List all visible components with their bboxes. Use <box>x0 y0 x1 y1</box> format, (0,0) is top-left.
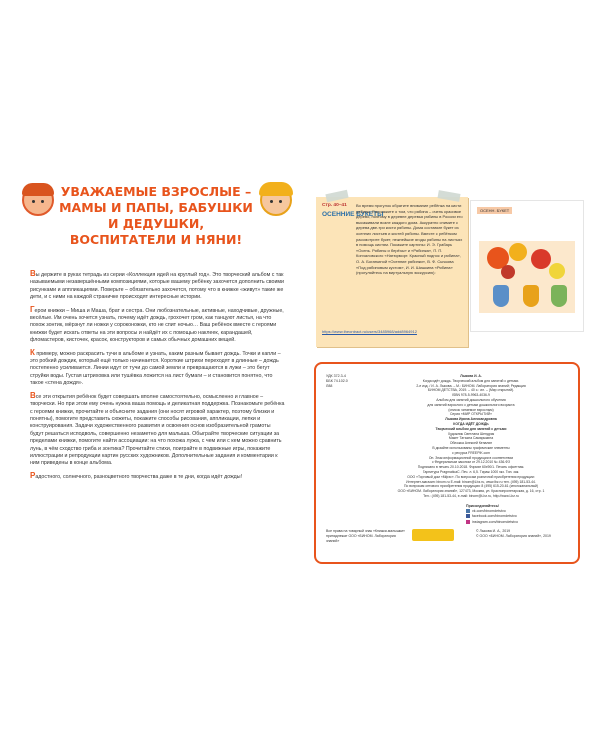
drop-cap: В <box>30 269 36 278</box>
copyright <box>476 529 576 539</box>
boy-icon <box>22 184 54 216</box>
card-title: ОСЕННИЕ БУКЕТЫ <box>322 211 384 218</box>
paragraph <box>30 306 285 345</box>
imprint-line: Лыкова И. А. <box>460 374 482 378</box>
code: ББК 74.102.0 <box>326 379 348 383</box>
code: УДК 372.3-4 <box>326 374 346 378</box>
drop-cap: В <box>30 390 36 400</box>
tape-icon <box>437 190 460 202</box>
imprint-line: БИНОМ ДЕТСТВА, 2019. – 40 с.: ил. – (Мир открытий). <box>427 388 515 393</box>
tape-icon <box>325 190 348 202</box>
page-thumbnail <box>470 200 584 332</box>
imprint-box <box>314 362 580 564</box>
imprint-line: Художник Светлана Шендрик <box>447 431 495 436</box>
paragraph-text: ы держите в руках тетрадь из серии «Коллекция идей на круглый год». Это творческий альбом с так называемыми незавершёнными композициями, которые вашему ребёнку захочется дополнить своими рисунками и аппликациями. Поверьте – обязательно захочется, потому что в книжке «живут» такие же дети, и с ними на каждой страничке происходят интересные истории. <box>30 272 285 301</box>
card-link[interactable]: https://www.theontract.ru/users/3485968/add8964912 <box>322 329 417 334</box>
copyright-line: © Лыкова И. А., 2019 <box>476 529 511 533</box>
imprint-line: Обложка Алексей Кепалин <box>449 441 493 446</box>
vk-icon <box>466 509 470 513</box>
imprint-line: Оп. Знак информационной продукции в соответствии <box>428 455 514 460</box>
code: Л88 <box>326 384 333 388</box>
imprint-text <box>376 374 566 499</box>
girl-icon <box>260 184 292 216</box>
imprint-line: Серия «МИР ОТКРЫТИЙ» <box>449 412 493 417</box>
paragraph-text: примеру, можно раскрасить тучи в альбоме и узнать, каким разным бывает дождь. Точки и капли – это робкий дождик, который ещё только начинается. Короткие штрихи переходят в длинные – дождь постепенно усиливается. Линии идут от тучи до самой земли и превращаются в лужи – это бегут струйки воды. Густая штриховка или тушёвка ложится на лист бумаги – и становится понятно, что такое «стена дождя». <box>30 350 281 387</box>
drop-cap: К <box>30 347 35 357</box>
paragraph <box>30 472 285 481</box>
copyright-line: © ООО «БИНОМ. Лаборатория знаний», 2019 <box>476 534 551 538</box>
imprint-line: В дизайне использованы графические элементы <box>432 445 510 450</box>
imprint-line: 2-е изд. / И. А. Лыкова. – М.: БИНОМ. Лаборатория знаний; Редакция <box>416 383 526 388</box>
left-page <box>20 170 292 570</box>
imprint-line: Творческий альбом для занятий с детьми <box>435 426 507 431</box>
trademark-note: Все права на товарный знак «Книжки-малышки» принадлежат ООО «БИНОМ. Лаборатория знаний» <box>326 529 405 543</box>
activity-card <box>316 197 468 347</box>
paragraph <box>30 270 285 302</box>
social-link-text: facebook.com/binomdetstvo <box>472 514 517 519</box>
thumbnail-label: ОСЕНН. БУКЕТ <box>477 207 512 214</box>
imprint-line: Альбом для занятий дошкольного обучения <box>436 397 506 402</box>
card-text: Во время прогулок обратите внимание ребёнка на кисти рябины. Расскажите о том, что рябина – очень красивое дерево, поэтому в деревне деревья рябины в России его высаживали возле каждого дома. Аккуратно снимите с дерева две-три кисти рябины. Дома составьте букет из осенних листьев и кистей рябины. Вместе с ребёнком рассмотрите букет, нежнейшие ягоды рябины на листьях в помощь кистям. Покажите картины: И. Э. Грабарь «Осень. Рябины и берёзы» и «Рябинка», П. П. Кончаловского «Натюрморт. Красный поднос и рябина», О. А. Богаткиной «Осенние рябинки», В. Ф. Сычкова «Под рябиновым кустом», И. И. Шишкина «Рябина» (прогуляйтесь на виртуальную экскурсию): <box>356 203 463 276</box>
social-link-text: instagram.com/binomdetstvo <box>472 519 518 524</box>
drop-cap: Р <box>30 470 36 480</box>
social-link-text: vk.com/binomdetstvo <box>472 509 506 514</box>
imprint-line: для занятий взрослого с детьми дошкольного возраста <box>427 402 515 407</box>
heading-line: МАМЫ И ПАПЫ, БАБУШКИ И ДЕДУШКИ, <box>59 200 253 231</box>
drop-cap: Г <box>30 304 35 314</box>
social-links <box>466 504 518 525</box>
right-page <box>308 170 580 570</box>
imprint-line: Тел.: (495) 181-53-44, e-mail: binom@Lbz.ru, http://www.Lbz.ru <box>423 493 519 498</box>
paragraph <box>30 392 285 468</box>
intro-text <box>30 270 285 485</box>
imprint-line: Лыкова Ирина Александровна <box>445 417 497 422</box>
imprint-line: Макет Татьяна Самарыкина <box>448 436 494 441</box>
social-instagram[interactable] <box>466 520 518 525</box>
imprint-line: (список читаемое взрослым) <box>448 407 494 412</box>
imprint-line: По вопросам оптового приобретения продукции: 8 (495) 615-20-61 (многоканальный) <box>403 484 539 489</box>
paragraph-text: се эти открытия ребёнок будет совершать вполне самостоятельно, осмысленно и главное – творчески. Но при этом ему очень нужна ваша помощь и деликатная поддержка. Познакомьте ребёнка с героями книжки, прочитайте и объясните задания (они носят игровой характер, поэтому близки и понятны), помогите представить сюжеты, покажите способы рисования, аппликации, лепки и конструирования. Задачи художественного развития и освоения основ изобразительной грамоты будут решаться исподволь, совершенно незаметно для малыша. Обыграйте творческие ситуации за пределами книжки, помогите найти ассоциации: на что похожа лужа, с чем или с кем можно сравнить лунь, в чём сходство гриба и зонтика? Прочитайте стихи, поиграйте в подвижные игры, покажите иллюстрации и репродукции картин русских художников. Дополнительные задания и комментарии к ним приведены в конце альбома. <box>30 393 285 467</box>
imprint-line: ООО «БИНОМ. Лаборатория знаний», 127473, Москва, ул. Краснопролетарская, д. 16, стр. 1 <box>397 489 545 494</box>
imprint-line: КОГДА ИДЁТ ДОЖДЬ <box>453 421 489 426</box>
imprint-line: ООО «Торговый дом «Мфэс». По вопросам розничной приобретения продукции: <box>407 474 535 479</box>
paragraph <box>30 349 285 388</box>
imprint-line: Подписано в печать 20.10.2018. Формат 60x90/1. Печать офсетная. <box>417 465 525 470</box>
facebook-icon <box>466 514 470 518</box>
paragraph-text: ерои книжки – Миша и Маша, брат и сестра. Они любознательные, активные, находчивые, дружные, весёлые. Им очень хочется узнать, почему идёт дождь, грохочет гром, как танцуют листья, на что похож зонтик, мёрзнут ли ножки у сороконожки, кто не спит ночью… Ваш ребёнок вместе с героями книжки будет искать ответы на эти вопросы и найдёт их с помощью наклеек, карандашей, фломастеров, кисточек, красок, конструкторов и самых обычных домашних вещей. <box>30 307 284 344</box>
imprint-line: Когда идёт дождь. Творческий альбом для занятий с детьми. <box>422 378 520 383</box>
imprint-line: с ресурса FREEPIK.com <box>451 450 491 455</box>
thumbnail-illustration <box>479 241 575 313</box>
classification-codes <box>326 374 348 389</box>
heading-line: ВОСПИТАТЕЛИ И НЯНИ! <box>69 232 243 247</box>
imprint-line: ISBN 978-5-9963-4036-9 <box>452 393 490 398</box>
instagram-icon <box>466 520 470 524</box>
paragraph-text: адостного, солнечного, разноцветного творчества даже в те дни, когда идёт дожды! <box>35 473 243 480</box>
imprint-line: с Федеральным законом от 29.12.2010 № 436-ФЗ <box>431 460 511 465</box>
publisher-logo-icon <box>412 529 454 541</box>
imprint-line: Гарнитура PragmaticaC. Печ. л. 6,5. Тираж 1000 экз. Тип. зак. <box>422 469 520 474</box>
card-page-ref: Стр. 40–41 <box>322 203 347 208</box>
heading-line: УВАЖАЕМЫЕ ВЗРОСЛЫЕ – <box>60 184 252 199</box>
imprint-line: Интернет-магазин: binom.ru E-mail: binom@Lbz.ru, www.lbz.ru тел. (495) 181-53-44. <box>406 479 536 484</box>
social-title: Присоединяйтесь! <box>466 504 500 508</box>
page-heading <box>56 184 256 248</box>
